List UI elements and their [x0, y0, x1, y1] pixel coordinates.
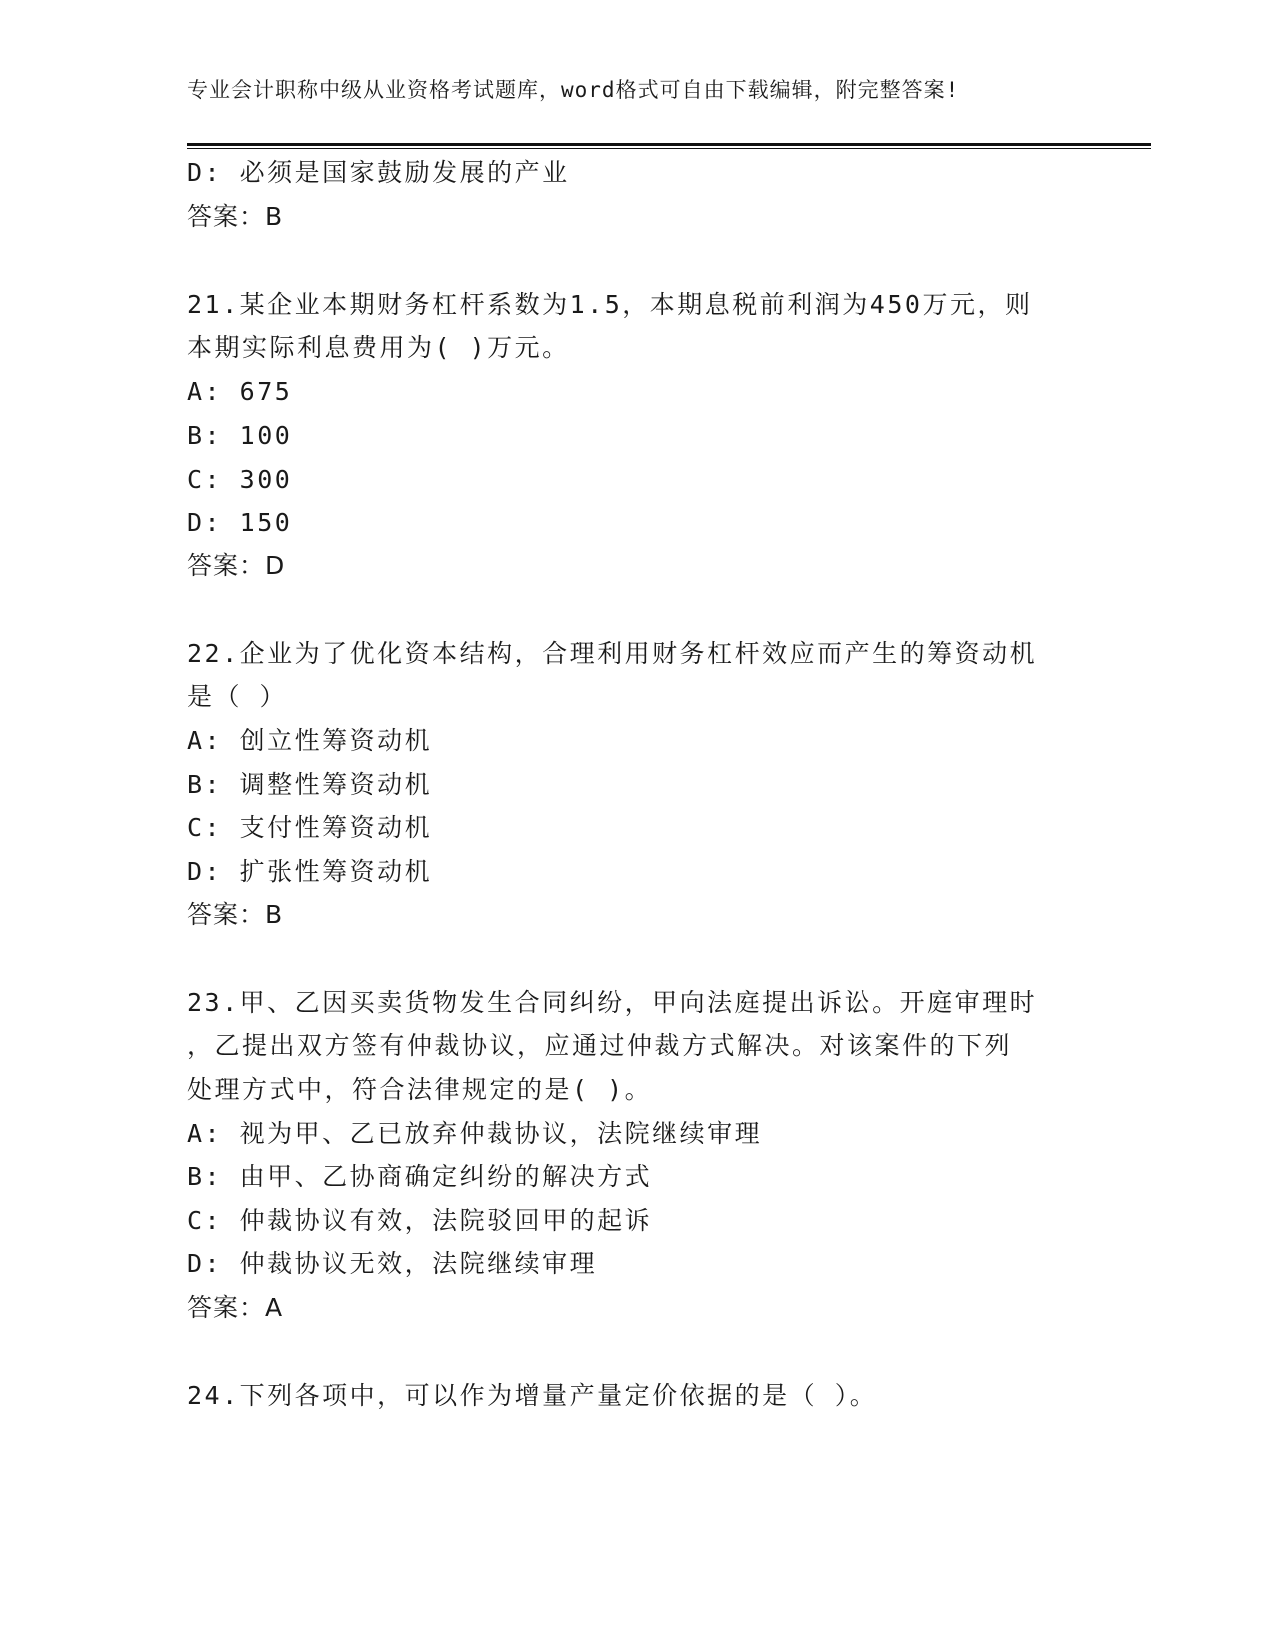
header-divider-thin — [187, 148, 1151, 149]
q22-stem-line-1: 22.企业为了优化资本结构，合理利用财务杠杆效应而产生的筹资动机 — [187, 639, 1038, 668]
q21-option-c: C: 300 — [187, 465, 293, 494]
q23-stem-line-2: ，乙提出双方签有仲裁协议，应通过仲裁方式解决。对该案件的下列 — [187, 1031, 1013, 1060]
q23-stem-line-1: 23.甲、乙因买卖货物发生合同纠纷，甲向法庭提出诉讼。开庭审理时 — [187, 988, 1038, 1017]
q23-option-b: B: 由甲、乙协商确定纠纷的解决方式 — [187, 1162, 653, 1191]
q22-option-d: D: 扩张性筹资动机 — [187, 857, 433, 886]
q22-option-a: A: 创立性筹资动机 — [187, 726, 433, 755]
q22-option-b: B: 调整性筹资动机 — [187, 770, 433, 799]
q23-answer: 答案：A — [187, 1293, 284, 1322]
q22-stem-line-2: 是（ ） — [187, 682, 288, 711]
prev-option-d: D: 必须是国家鼓励发展的产业 — [187, 158, 570, 187]
q21-stem-line-1: 21.某企业本期财务杠杆系数为1.5，本期息税前利润为450万元，则 — [187, 290, 1033, 319]
prev-answer: 答案：B — [187, 202, 284, 231]
q23-option-c: C: 仲裁协议有效，法院驳回甲的起诉 — [187, 1206, 653, 1235]
q22-answer: 答案：B — [187, 900, 284, 929]
q21-stem-line-2: 本期实际利息费用为( )万元。 — [187, 333, 570, 362]
page-header: 专业会计职称中级从业资格考试题库，word格式可自由下载编辑，附完整答案! — [187, 78, 960, 102]
header-divider — [187, 143, 1151, 149]
q21-option-a: A: 675 — [187, 377, 293, 406]
q21-option-d: D: 150 — [187, 508, 293, 537]
q21-answer: 答案：D — [187, 551, 286, 580]
q22-option-c: C: 支付性筹资动机 — [187, 813, 433, 842]
q21-option-b: B: 100 — [187, 421, 293, 450]
q23-option-a: A: 视为甲、乙已放弃仲裁协议，法院继续审理 — [187, 1119, 763, 1148]
q24-stem-line-1: 24.下列各项中，可以作为增量产量定价依据的是（ ）。 — [187, 1381, 878, 1410]
q23-stem-line-3: 处理方式中，符合法律规定的是( )。 — [187, 1075, 653, 1104]
header-divider-thick — [187, 143, 1151, 146]
q23-option-d: D: 仲裁协议无效，法院继续审理 — [187, 1249, 598, 1278]
